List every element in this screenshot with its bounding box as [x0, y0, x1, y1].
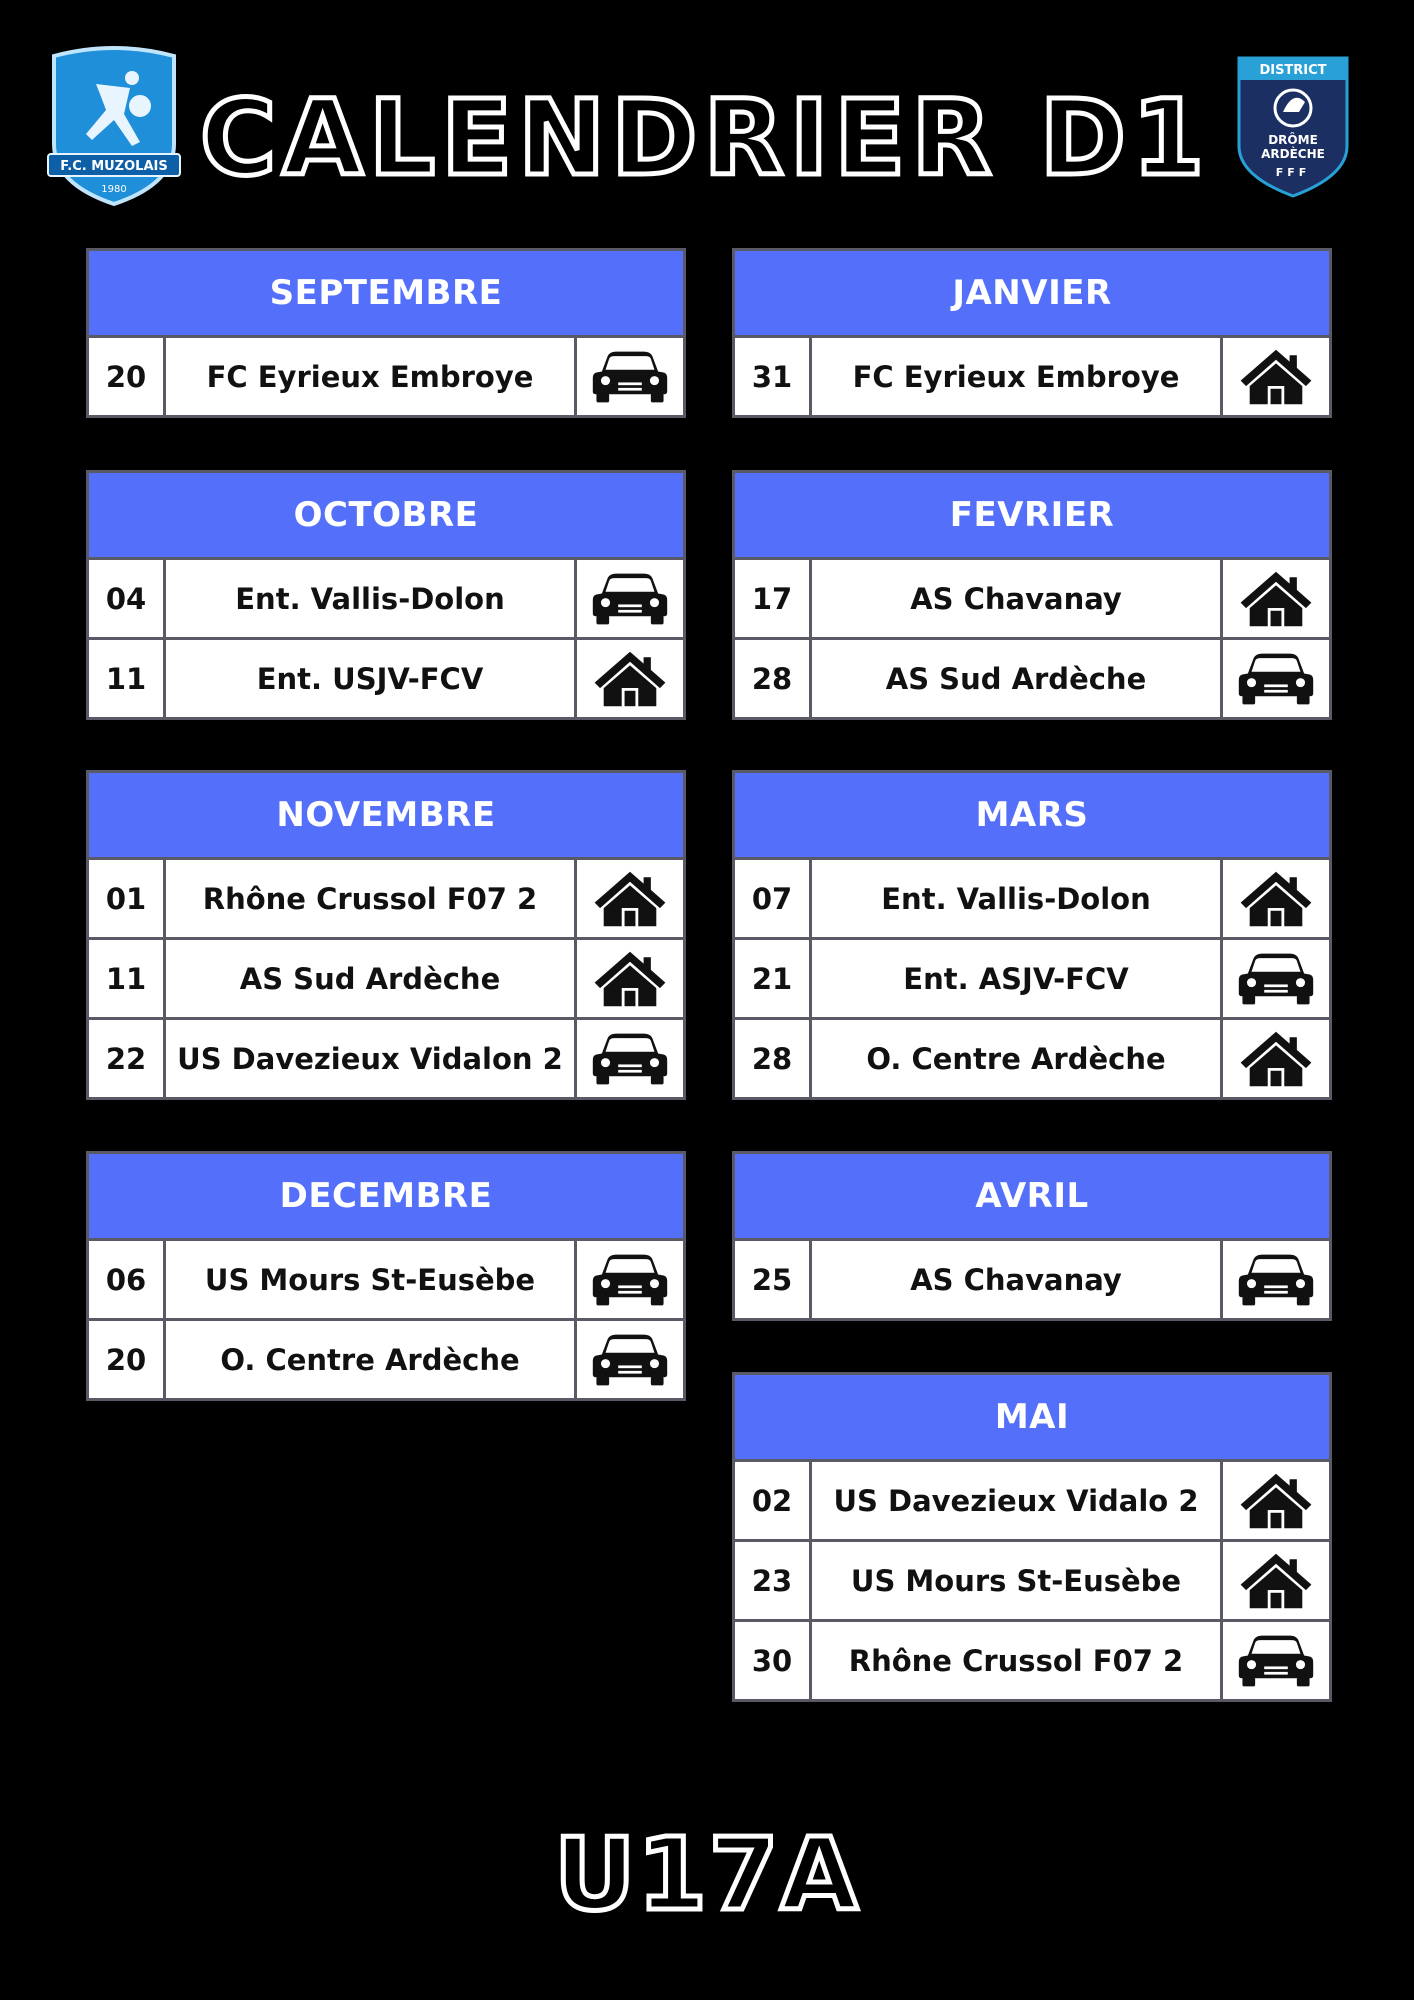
match-day: 23 [735, 1542, 809, 1619]
match-row [735, 1622, 1329, 1699]
opponent-name: O. Centre Ardèche [812, 1020, 1220, 1097]
match-day: 17 [735, 560, 809, 637]
month-block-mai [732, 1372, 1332, 1702]
month-header: JANVIER [735, 251, 1329, 335]
match-row [735, 640, 1329, 717]
match-day: 31 [735, 338, 809, 415]
month-block-octobre [86, 470, 686, 720]
opponent-name: FC Eyrieux Embroye [812, 338, 1220, 415]
month-block-janvier [732, 248, 1332, 418]
opponent-name: US Mours St-Eusèbe [812, 1542, 1220, 1619]
match-day: 06 [89, 1241, 163, 1318]
match-row [89, 1020, 683, 1097]
logo-right-line3: FFF [1275, 166, 1311, 179]
house-icon [1223, 860, 1329, 937]
match-day: 07 [735, 860, 809, 937]
house-icon [1223, 1462, 1329, 1539]
house-icon [577, 940, 683, 1017]
match-day: 20 [89, 338, 163, 415]
month-header: SEPTEMBRE [89, 251, 683, 335]
car-icon [577, 560, 683, 637]
house-icon [577, 640, 683, 717]
opponent-name: US Mours St-Eusèbe [166, 1241, 574, 1318]
car-icon [577, 338, 683, 415]
match-day: 02 [735, 1462, 809, 1539]
car-icon [1223, 940, 1329, 1017]
house-icon [1223, 560, 1329, 637]
match-day: 11 [89, 640, 163, 717]
month-block-avril [732, 1151, 1332, 1321]
month-header: NOVEMBRE [89, 773, 683, 857]
month-header: FEVRIER [735, 473, 1329, 557]
match-day: 01 [89, 860, 163, 937]
logo-right-line1: DRÔME [1268, 133, 1318, 147]
month-header: OCTOBRE [89, 473, 683, 557]
match-row [89, 860, 683, 937]
month-block-mars [732, 770, 1332, 1100]
month-block-novembre [86, 770, 686, 1100]
match-row [89, 1321, 683, 1398]
opponent-name: FC Eyrieux Embroye [166, 338, 574, 415]
car-icon [1223, 640, 1329, 717]
opponent-name: Rhône Crussol F07 2 [812, 1622, 1220, 1699]
car-icon [1223, 1241, 1329, 1318]
match-row [735, 1542, 1329, 1619]
opponent-name: AS Chavanay [812, 560, 1220, 637]
logo-right-line2: ARDÈCHE [1261, 147, 1325, 161]
match-row [89, 338, 683, 415]
house-icon [1223, 1542, 1329, 1619]
match-day: 25 [735, 1241, 809, 1318]
month-header: MARS [735, 773, 1329, 857]
match-day: 04 [89, 560, 163, 637]
logo-right-top: DISTRICT [1259, 63, 1327, 78]
month-block-fevrier [732, 470, 1332, 720]
page-title: CALENDRIER D1 [200, 77, 1211, 199]
match-row [735, 1462, 1329, 1539]
opponent-name: Ent. Vallis-Dolon [812, 860, 1220, 937]
fc-muzolais-logo [44, 44, 184, 206]
match-day: 11 [89, 940, 163, 1017]
match-day: 28 [735, 1020, 809, 1097]
month-header: MAI [735, 1375, 1329, 1459]
district-drome-ardeche-logo [1233, 50, 1353, 200]
match-row [89, 560, 683, 637]
car-icon [577, 1321, 683, 1398]
match-day: 21 [735, 940, 809, 1017]
car-icon [1223, 1622, 1329, 1699]
month-block-decembre [86, 1151, 686, 1401]
match-row [89, 1241, 683, 1318]
match-row [735, 1241, 1329, 1318]
match-day: 30 [735, 1622, 809, 1699]
month-block-septembre [86, 248, 686, 418]
match-row [735, 860, 1329, 937]
opponent-name: Ent. ASJV-FCV [812, 940, 1220, 1017]
opponent-name: Ent. Vallis-Dolon [166, 560, 574, 637]
team-category-title: U17A [554, 1816, 860, 1933]
car-icon [577, 1020, 683, 1097]
house-icon [1223, 1020, 1329, 1097]
opponent-name: AS Sud Ardèche [166, 940, 574, 1017]
match-row [735, 940, 1329, 1017]
match-row [89, 640, 683, 717]
opponent-name: AS Sud Ardèche [812, 640, 1220, 717]
match-day: 28 [735, 640, 809, 717]
house-icon [1223, 338, 1329, 415]
match-row [735, 1020, 1329, 1097]
opponent-name: AS Chavanay [812, 1241, 1220, 1318]
match-row [735, 338, 1329, 415]
match-day: 20 [89, 1321, 163, 1398]
house-icon [577, 860, 683, 937]
opponent-name: US Davezieux Vidalo 2 [812, 1462, 1220, 1539]
month-header: AVRIL [735, 1154, 1329, 1238]
opponent-name: Ent. USJV-FCV [166, 640, 574, 717]
match-row [89, 940, 683, 1017]
match-day: 22 [89, 1020, 163, 1097]
logo-left-text: F.C. MUZOLAIS [60, 159, 168, 174]
opponent-name: O. Centre Ardèche [166, 1321, 574, 1398]
month-header: DECEMBRE [89, 1154, 683, 1238]
match-row [735, 560, 1329, 637]
car-icon [577, 1241, 683, 1318]
opponent-name: US Davezieux Vidalon 2 [166, 1020, 574, 1097]
opponent-name: Rhône Crussol F07 2 [166, 860, 574, 937]
logo-left-year: 1980 [101, 184, 127, 195]
